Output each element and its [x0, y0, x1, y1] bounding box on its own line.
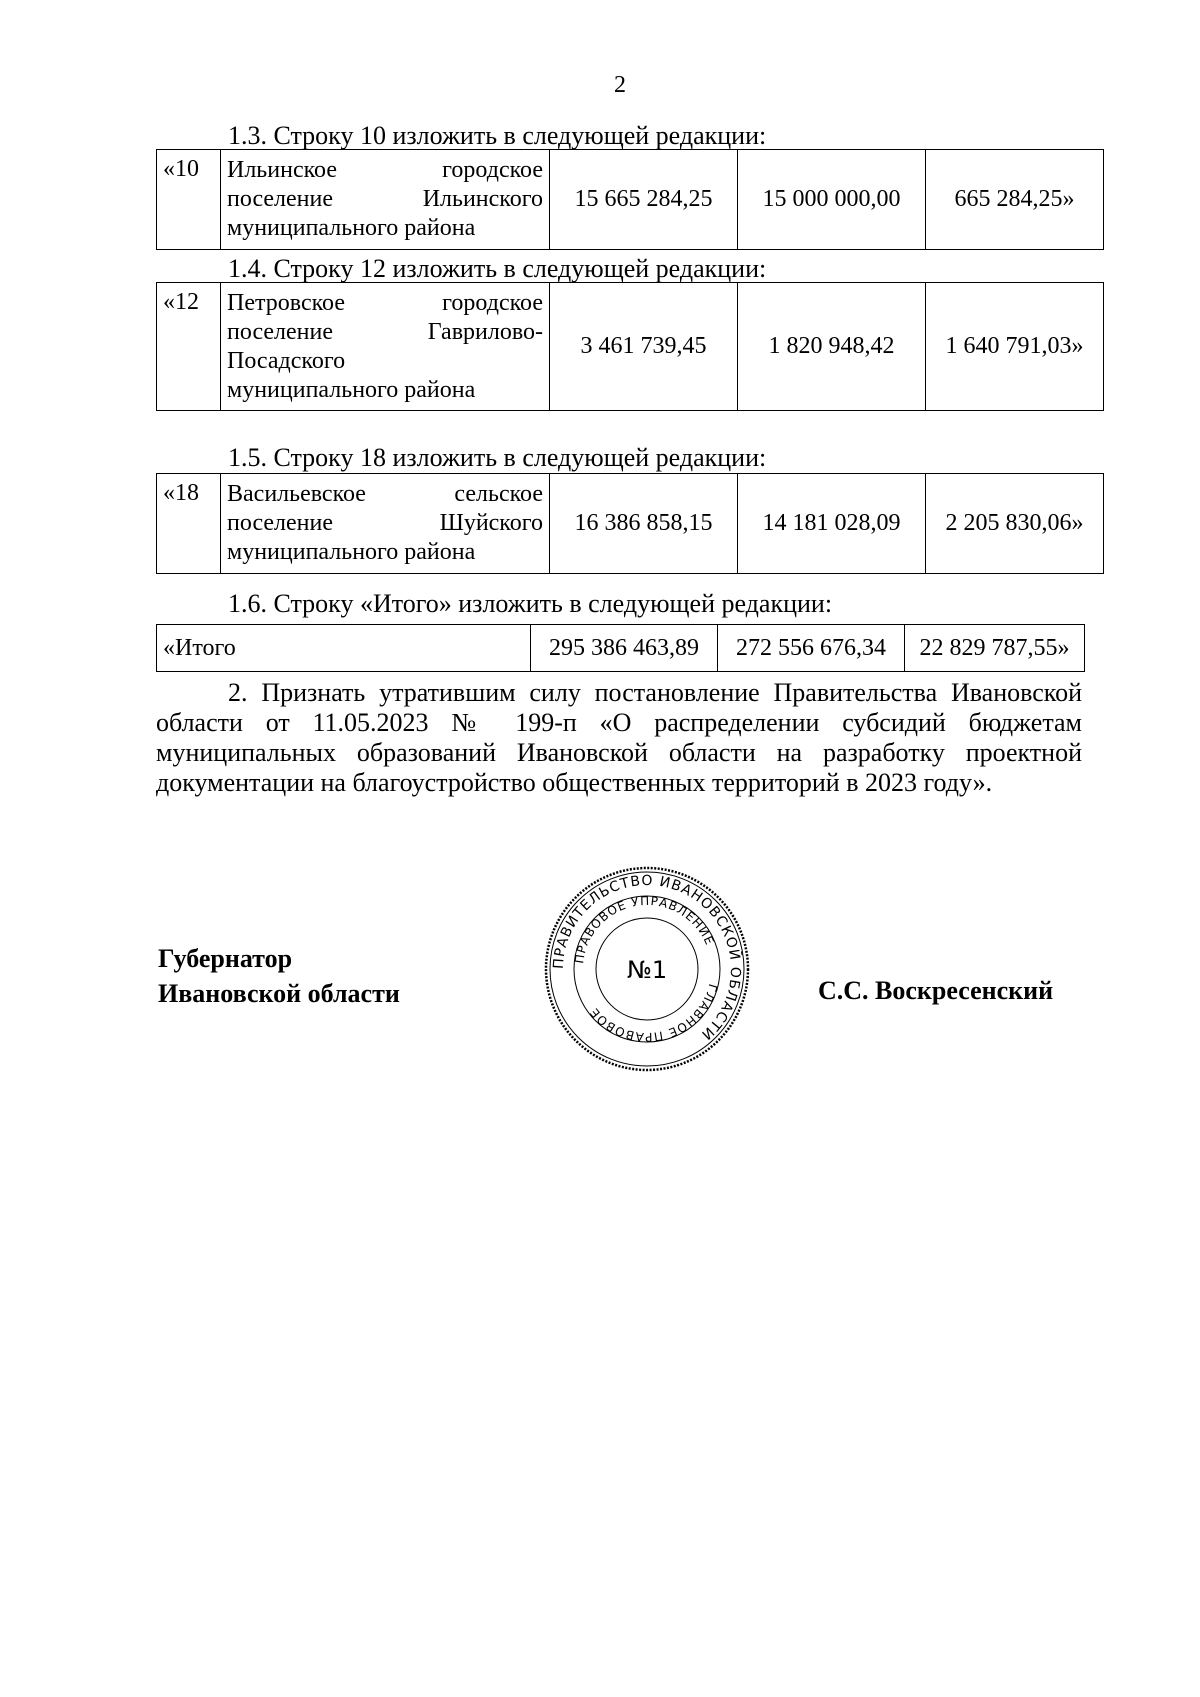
row-number: «12 — [157, 283, 221, 411]
value-cell: 16 386 858,15 — [550, 474, 738, 574]
signatory-title-line: Губернатор — [158, 944, 293, 973]
row-number: «18 — [157, 474, 221, 574]
stamp-lower-text: ГЛАВНОЕ ПРАВОВОЕ — [586, 982, 721, 1045]
name-line: муниципального района — [227, 539, 476, 565]
name-line: Ильинское городское — [227, 157, 543, 183]
section-heading-1-4: 1.4. Строку 12 изложить в следующей редакции: — [228, 254, 767, 283]
name-line: поселение Гаврилово- — [227, 318, 543, 345]
section-heading-1-5: 1.5. Строку 18 изложить в следующей редакции: — [228, 443, 767, 472]
value-cell: 15 665 284,25 — [550, 150, 738, 250]
value-cell: 15 000 000,00 — [738, 150, 926, 250]
signatory-title-line: Ивановской области — [158, 979, 400, 1008]
value-cell: 295 386 463,89 — [531, 625, 718, 672]
total-label: «Итого — [157, 625, 531, 672]
signatory-title — [158, 941, 400, 1011]
signatory-name: С.С. Воскресенский — [818, 976, 1054, 1005]
name-line: поселение Ильинского — [227, 186, 543, 212]
municipality-name — [221, 474, 550, 574]
name-line: поселение Шуйского — [227, 510, 543, 536]
name-line: муниципального района — [227, 376, 476, 403]
page-number: 2 — [614, 72, 626, 98]
stamp-number: №1 — [626, 956, 668, 984]
section-heading-1-3: 1.3. Строку 10 изложить в следующей редакции: — [228, 121, 767, 150]
paragraph-2: 2. Признать утратившим силу постановление Правительства Ивановской области от 11.05.2023 № 199-п «О распределении субсидий бюджетам муниципальных образований Ивановской области на разработку проектной документации на благоустройство общественных территорий в 2023 году». — [156, 678, 1082, 797]
table-row — [157, 283, 1104, 411]
value-cell: 3 461 739,45 — [550, 283, 738, 411]
value-cell: 14 181 028,09 — [738, 474, 926, 574]
name-line: Васильевское сельское — [227, 481, 543, 507]
municipality-name — [221, 150, 550, 250]
stamp-outer-text: ПРАВИТЕЛЬСТВО ИВАНОВСКОЙ ОБЛАСТИ — [550, 872, 744, 1043]
value-cell: 2 205 830,06» — [926, 474, 1104, 574]
name-line: муниципального района — [227, 215, 476, 241]
value-cell: 272 556 676,34 — [718, 625, 905, 672]
value-cell: 22 829 787,55» — [905, 625, 1085, 672]
name-line: Посадского — [227, 347, 346, 374]
table-row — [157, 625, 1085, 672]
table-row — [157, 150, 1104, 250]
row-12-table — [156, 282, 1104, 411]
municipality-name — [221, 283, 550, 411]
section-heading-1-6: 1.6. Строку «Итого» изложить в следующей редакции: — [228, 589, 833, 618]
official-stamp — [542, 864, 752, 1074]
value-cell: 1 640 791,03» — [926, 283, 1104, 411]
value-cell: 1 820 948,42 — [738, 283, 926, 411]
table-row — [157, 474, 1104, 574]
value-cell: 665 284,25» — [926, 150, 1104, 250]
row-18-table — [156, 473, 1104, 574]
stamp-inner-text: ПРАВОВОЕ УПРАВЛЕНИЕ — [572, 893, 717, 965]
name-line: Петровское городское — [227, 289, 543, 316]
total-table — [156, 624, 1085, 672]
row-number: «10 — [157, 150, 221, 250]
svg-text:ГЛАВНОЕ ПРАВОВОЕ — [587, 982, 720, 1044]
row-10-table — [156, 149, 1104, 250]
